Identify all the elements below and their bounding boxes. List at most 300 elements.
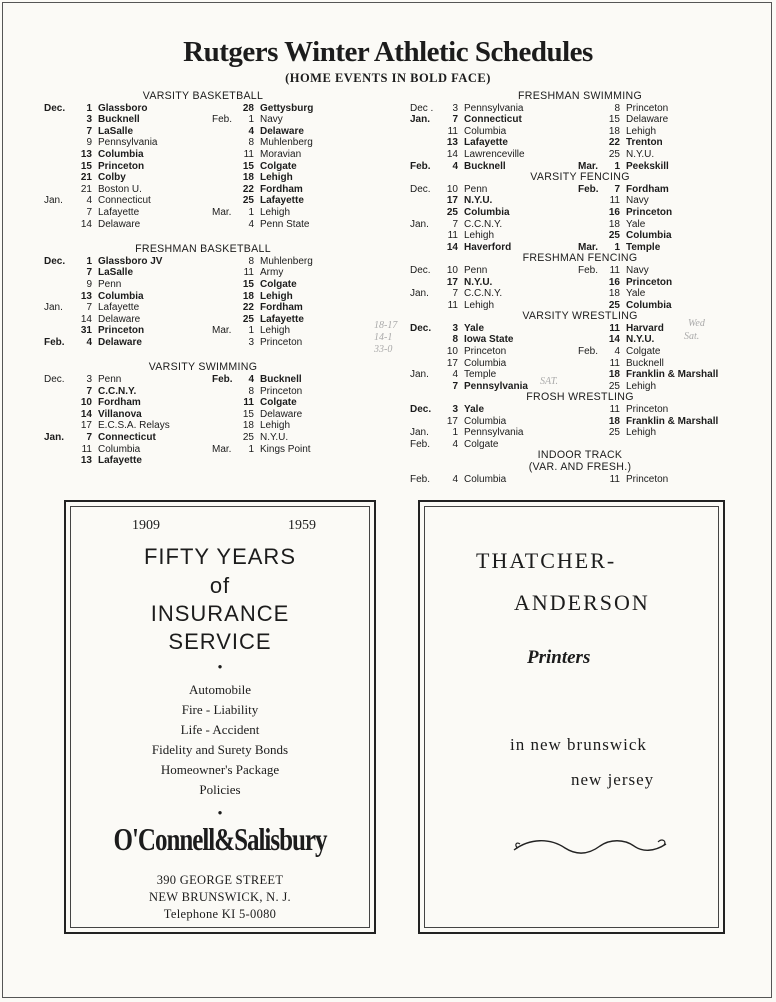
left-section-heading: FRESHMAN BASKETBALL xyxy=(135,243,271,256)
left-month: Feb. xyxy=(410,438,431,450)
right-day: 11 xyxy=(609,404,620,416)
left-opponent: Columbia xyxy=(98,290,144,302)
left-day: 1 xyxy=(86,102,92,114)
left-opponent: Lawrenceville xyxy=(464,148,525,160)
right-day: 16 xyxy=(608,206,620,218)
service-fidelity: Fidelity and Surety Bonds xyxy=(151,742,289,757)
right-opponent: Colgate xyxy=(260,160,297,172)
left-opponent: Columbia xyxy=(464,357,507,369)
right-month xyxy=(578,474,600,486)
right-day: 15 xyxy=(242,160,254,172)
right-opponent: Lafayette xyxy=(260,313,304,325)
left-opponent: Princeton xyxy=(464,346,507,358)
right-day: 18 xyxy=(242,420,254,432)
left-day: 3 xyxy=(452,404,458,416)
right-opponent: Franklin & Marshall xyxy=(626,415,719,427)
right-month xyxy=(212,103,234,115)
right-day: 11 xyxy=(243,397,254,409)
left-opponent: Columbia xyxy=(464,415,507,427)
right-day: 18 xyxy=(242,290,254,302)
schedule-row xyxy=(410,416,750,428)
left-day: 25 xyxy=(446,206,458,218)
left-opponent: Lehigh xyxy=(464,230,495,242)
right-month xyxy=(212,184,234,196)
right-opponent: Princeton xyxy=(626,473,669,485)
schedule-row xyxy=(410,230,750,242)
left-month xyxy=(44,219,69,231)
left-month xyxy=(44,137,69,149)
right-day: 14 xyxy=(608,334,620,346)
printer-state: new jersey xyxy=(571,770,655,789)
left-day: 10 xyxy=(446,264,458,276)
right-day: 25 xyxy=(608,427,620,439)
left-day: 14 xyxy=(446,241,458,253)
left-opponent: Delaware xyxy=(98,336,142,348)
left-opponent: Villanova xyxy=(98,408,142,420)
left-month xyxy=(44,325,69,337)
left-day: 17 xyxy=(446,195,458,207)
schedule-row xyxy=(44,420,362,432)
left-month xyxy=(410,358,435,370)
left-day: 3 xyxy=(86,374,92,386)
left-opponent: Columbia xyxy=(98,443,141,455)
right-month xyxy=(578,103,600,115)
left-opponent: Connecticut xyxy=(98,432,156,444)
left-day: 17 xyxy=(80,420,92,432)
left-month: Jan. xyxy=(44,302,63,314)
left-day: 4 xyxy=(86,195,92,207)
left-day: 9 xyxy=(86,137,92,149)
left-opponent: Glassboro xyxy=(98,102,148,114)
right-month xyxy=(578,277,600,289)
left-day: 1 xyxy=(86,255,92,267)
right-opponent: N.Y.U. xyxy=(626,148,655,160)
schedule-row xyxy=(44,195,362,207)
insurance-headline-2: of xyxy=(209,573,231,598)
right-opponent: Lehigh xyxy=(626,380,657,392)
left-day: 7 xyxy=(452,218,458,230)
left-month xyxy=(44,172,69,184)
right-section-heading: FRESHMAN FENCING xyxy=(522,252,638,265)
right-day: 18 xyxy=(242,172,254,184)
right-opponent: Princeton xyxy=(626,404,669,416)
right-month xyxy=(578,288,600,300)
right-month xyxy=(578,149,600,161)
left-section-heading: VARSITY SWIMMING xyxy=(148,361,258,374)
left-day: 13 xyxy=(446,137,458,149)
schedule-row xyxy=(410,346,750,358)
right-day: 18 xyxy=(608,369,620,381)
schedule-row xyxy=(44,325,362,337)
right-month xyxy=(212,195,234,207)
page-title: Rutgers Winter Athletic Schedules xyxy=(183,36,593,68)
left-month xyxy=(44,409,69,421)
right-month xyxy=(578,207,600,219)
left-month: Feb. xyxy=(410,160,431,172)
right-opponent xyxy=(260,455,360,467)
left-month xyxy=(44,291,69,303)
left-month: Dec. xyxy=(44,255,66,267)
left-opponent: Columbia xyxy=(464,473,507,485)
handwritten-score-3: 33-0 xyxy=(374,344,393,355)
right-section-heading: INDOOR TRACK xyxy=(537,449,623,462)
left-day: 31 xyxy=(80,325,92,337)
right-month xyxy=(578,369,600,381)
left-opponent: Columbia xyxy=(98,148,144,160)
right-month xyxy=(578,230,600,242)
left-opponent: Lehigh xyxy=(464,299,495,311)
right-day: 22 xyxy=(242,302,254,314)
left-day: 10 xyxy=(446,183,458,195)
left-day: 14 xyxy=(446,148,458,160)
left-day: 7 xyxy=(86,432,92,444)
right-opponent: Delaware xyxy=(626,114,669,126)
left-day: 17 xyxy=(446,415,458,427)
address-street: 390 GEORGE STREET xyxy=(156,873,284,887)
left-day: 14 xyxy=(80,408,92,420)
right-month xyxy=(578,219,600,231)
left-month: Jan. xyxy=(410,369,429,381)
left-opponent: Delaware xyxy=(98,218,141,230)
right-month xyxy=(212,397,234,409)
left-month xyxy=(410,346,435,358)
schedule-row xyxy=(410,219,750,231)
left-day: 10 xyxy=(446,346,458,358)
left-opponent: Pennsylvania xyxy=(464,427,524,439)
right-opponent: Princeton xyxy=(260,385,303,397)
right-opponent: Fordham xyxy=(260,302,303,314)
right-day: 7 xyxy=(614,183,620,195)
right-day: 15 xyxy=(242,278,254,290)
right-opponent: Lehigh xyxy=(260,172,293,184)
schedule-row xyxy=(44,409,362,421)
right-month: Feb. xyxy=(578,264,599,276)
left-month xyxy=(410,300,435,312)
right-month: Mar. xyxy=(212,325,232,337)
insurance-headline-1: FIFTY YEARS xyxy=(143,544,296,569)
right-opponent: Moravian xyxy=(260,148,302,160)
service-fire-liability: Fire - Liability xyxy=(181,702,259,717)
service-homeowners: Homeowner's Package xyxy=(160,762,280,777)
right-day: 1 xyxy=(614,241,620,253)
schedule-row xyxy=(410,137,750,149)
left-month xyxy=(44,184,69,196)
right-opponent: Delaware xyxy=(260,125,304,137)
year-end: 1959 xyxy=(288,518,316,533)
right-opponent: Navy xyxy=(626,195,649,207)
handwritten-note-harvard: Wed xyxy=(688,318,705,329)
left-opponent: Penn xyxy=(98,374,122,386)
schedule-row xyxy=(44,219,362,231)
right-day: 11 xyxy=(243,148,254,160)
left-schedule-column xyxy=(44,91,362,467)
left-month xyxy=(44,444,69,456)
left-day: 13 xyxy=(80,290,92,302)
left-day: 3 xyxy=(452,102,458,114)
schedule-row xyxy=(44,291,362,303)
right-day: 8 xyxy=(248,255,254,267)
left-month xyxy=(410,277,435,289)
left-day: 13 xyxy=(80,455,92,467)
schedule-row xyxy=(44,207,362,219)
left-day: 4 xyxy=(452,369,458,381)
right-month xyxy=(212,420,234,432)
left-opponent: C.C.N.Y. xyxy=(464,288,503,300)
left-month xyxy=(44,114,69,126)
left-month xyxy=(410,230,435,242)
right-month xyxy=(578,427,600,439)
right-day: 16 xyxy=(608,276,620,288)
schedule-row xyxy=(44,184,362,196)
left-day: 7 xyxy=(86,125,92,137)
right-day: 3 xyxy=(248,336,254,348)
right-opponent: Princeton xyxy=(626,206,673,218)
right-opponent: Muhlenberg xyxy=(260,255,313,267)
left-day: 4 xyxy=(452,473,458,485)
left-day: 7 xyxy=(452,288,458,300)
left-month: Jan. xyxy=(410,288,429,300)
printer-name-line-2: ANDERSON xyxy=(514,590,650,615)
left-opponent: Yale xyxy=(464,404,485,416)
right-month xyxy=(578,126,600,138)
left-day: 11 xyxy=(447,125,458,137)
right-month xyxy=(212,126,234,138)
right-opponent: Fordham xyxy=(626,183,669,195)
left-month xyxy=(44,420,69,432)
right-opponent: Yale xyxy=(626,288,646,300)
schedule-row xyxy=(410,288,750,300)
left-month: Jan. xyxy=(44,195,63,207)
left-day: 7 xyxy=(86,385,92,397)
right-month: Mar. xyxy=(578,241,599,253)
schedule-row xyxy=(44,114,362,126)
right-opponent: Navy xyxy=(260,114,283,126)
left-day: 14 xyxy=(80,313,92,325)
schedule-row xyxy=(44,161,362,173)
schedule-row xyxy=(410,195,750,207)
right-opponent: Lehigh xyxy=(626,427,657,439)
left-month: Dec. xyxy=(44,374,65,386)
schedule-row xyxy=(44,126,362,138)
schedule-row xyxy=(44,386,362,398)
left-day: 11 xyxy=(447,230,458,242)
bullet-separator-top: ● xyxy=(217,662,223,671)
right-opponent: Kings Point xyxy=(260,443,311,455)
handwritten-note-penn: SAT. xyxy=(540,376,559,387)
right-opponent: Princeton xyxy=(260,336,303,348)
right-day: 11 xyxy=(609,264,620,276)
right-section-heading: FROSH WRESTLING xyxy=(526,391,634,404)
right-month: Feb. xyxy=(212,114,233,126)
left-day: 4 xyxy=(86,336,92,348)
right-day: 4 xyxy=(248,374,254,386)
schedule-row xyxy=(44,137,362,149)
right-day: 11 xyxy=(609,473,620,485)
schedule-row xyxy=(410,277,750,289)
left-day: 7 xyxy=(86,267,92,279)
schedule-row xyxy=(44,172,362,184)
left-opponent: Temple xyxy=(464,369,497,381)
left-opponent: Princeton xyxy=(98,325,145,337)
left-opponent: Lafayette xyxy=(98,455,142,467)
left-day: 7 xyxy=(452,380,458,392)
right-day: 18 xyxy=(608,288,620,300)
left-month xyxy=(44,314,69,326)
left-opponent: Colgate xyxy=(464,438,499,450)
left-month: Dec . xyxy=(410,102,434,114)
right-month: Feb. xyxy=(212,374,233,386)
left-month xyxy=(410,195,435,207)
left-day: 21 xyxy=(80,172,92,184)
left-opponent: Fordham xyxy=(98,397,141,409)
schedule-row xyxy=(410,427,750,439)
right-section-heading: VARSITY FENCING xyxy=(530,171,630,184)
left-opponent: Lafayette xyxy=(98,302,140,314)
right-opponent: Harvard xyxy=(626,322,664,334)
right-opponent xyxy=(626,439,726,451)
right-opponent: Penn State xyxy=(260,218,310,230)
left-month: Feb. xyxy=(410,473,431,485)
right-opponent: Lafayette xyxy=(260,195,304,207)
left-day: 17 xyxy=(446,357,458,369)
right-month xyxy=(578,114,600,126)
left-day: 15 xyxy=(80,160,92,172)
right-section-heading: FRESHMAN SWIMMING xyxy=(518,90,642,102)
right-day: 11 xyxy=(609,357,620,369)
right-month: Mar. xyxy=(578,160,599,172)
left-opponent: Pennsylvania xyxy=(464,380,528,392)
schedule-row xyxy=(44,337,362,349)
flourish-ornament-icon xyxy=(510,832,670,862)
schedule-row xyxy=(410,207,750,219)
left-month: Jan. xyxy=(410,427,429,439)
left-opponent: Lafayette xyxy=(98,206,140,218)
right-day: 4 xyxy=(248,125,254,137)
left-section-heading: VARSITY BASKETBALL xyxy=(142,90,264,102)
left-month xyxy=(44,455,69,467)
left-month xyxy=(44,149,69,161)
left-opponent: Lafayette xyxy=(464,137,508,149)
schedule-row xyxy=(410,103,750,115)
right-opponent: Franklin & Marshall xyxy=(626,369,719,381)
right-opponent: Navy xyxy=(626,264,649,276)
right-day: 8 xyxy=(614,102,620,114)
right-month xyxy=(578,137,600,149)
left-month xyxy=(44,397,69,409)
left-month: Dec. xyxy=(410,183,431,195)
printer-name-line-1: THATCHER- xyxy=(476,548,617,573)
right-month xyxy=(212,386,234,398)
right-day: 18 xyxy=(608,125,620,137)
right-month xyxy=(578,404,600,416)
right-month xyxy=(212,455,234,467)
schedule-row xyxy=(410,184,750,196)
schedule-row xyxy=(44,397,362,409)
right-month xyxy=(212,337,234,349)
left-opponent: Penn xyxy=(98,278,122,290)
left-opponent: Bucknell xyxy=(98,114,140,126)
right-day: 18 xyxy=(608,415,620,427)
right-opponent: Colgate xyxy=(260,397,297,409)
left-day: 11 xyxy=(447,299,458,311)
right-opponent: Colgate xyxy=(626,346,661,358)
left-opponent: Columbia xyxy=(464,206,510,218)
printer-tagline: Printers xyxy=(527,647,591,668)
left-day: 4 xyxy=(452,160,458,172)
right-month xyxy=(212,291,234,303)
left-opponent: Pennsylvania xyxy=(464,102,524,114)
left-opponent: N.Y.U. xyxy=(464,276,493,288)
right-day: 4 xyxy=(614,346,620,358)
right-opponent: Lehigh xyxy=(626,125,657,137)
right-month: Feb. xyxy=(578,183,599,195)
left-month xyxy=(44,386,69,398)
schedule-row xyxy=(44,302,362,314)
right-opponent: Trenton xyxy=(626,137,663,149)
left-opponent: Delaware xyxy=(98,313,141,325)
left-month: Jan. xyxy=(410,218,429,230)
service-policies: Policies xyxy=(199,782,241,797)
right-section-heading: VARSITY WRESTLING xyxy=(522,310,638,323)
right-month: Mar. xyxy=(212,443,232,455)
address-city: NEW BRUNSWICK, N. J. xyxy=(149,890,291,904)
left-day: 8 xyxy=(452,334,458,346)
right-day: 28 xyxy=(242,102,254,114)
right-month xyxy=(212,161,234,173)
right-opponent: Temple xyxy=(626,241,661,253)
right-opponent: Lehigh xyxy=(260,206,291,218)
left-month xyxy=(410,381,435,393)
right-schedule-column xyxy=(410,91,750,485)
right-day: 15 xyxy=(242,408,254,420)
left-month: Jan. xyxy=(410,114,431,126)
right-day: 22 xyxy=(608,137,620,149)
right-section-subheading: (VAR. AND FRESH.) xyxy=(528,461,632,473)
schedule-row xyxy=(410,114,750,126)
left-opponent: Connecticut xyxy=(98,195,151,207)
left-day: 14 xyxy=(80,218,92,230)
left-month xyxy=(410,207,435,219)
right-opponent: Princeton xyxy=(626,102,669,114)
handwritten-score-2: 14-1 xyxy=(374,332,393,343)
left-month xyxy=(410,334,435,346)
left-day: 7 xyxy=(452,114,458,126)
right-month xyxy=(212,432,234,444)
right-day xyxy=(234,455,260,467)
right-day: 25 xyxy=(608,299,620,311)
left-month xyxy=(410,149,435,161)
right-opponent: Bucknell xyxy=(260,374,302,386)
left-day: 17 xyxy=(446,276,458,288)
left-day: 9 xyxy=(86,278,92,290)
left-day: 3 xyxy=(86,114,92,126)
left-opponent: C.C.N.Y. xyxy=(464,218,503,230)
left-opponent: Pennsylvania xyxy=(98,137,158,149)
right-day: 25 xyxy=(242,313,254,325)
schedule-row xyxy=(44,314,362,326)
schedule-row xyxy=(410,265,750,277)
schedule-row xyxy=(44,256,362,268)
service-automobile: Automobile xyxy=(188,682,252,697)
left-day: 13 xyxy=(80,148,92,160)
right-opponent: Yale xyxy=(626,218,646,230)
right-month xyxy=(212,256,234,268)
left-day: 1 xyxy=(452,427,458,439)
right-opponent: Colgate xyxy=(260,278,297,290)
right-month: Mar. xyxy=(212,206,232,218)
right-opponent: Columbia xyxy=(626,299,672,311)
left-month xyxy=(44,126,69,138)
